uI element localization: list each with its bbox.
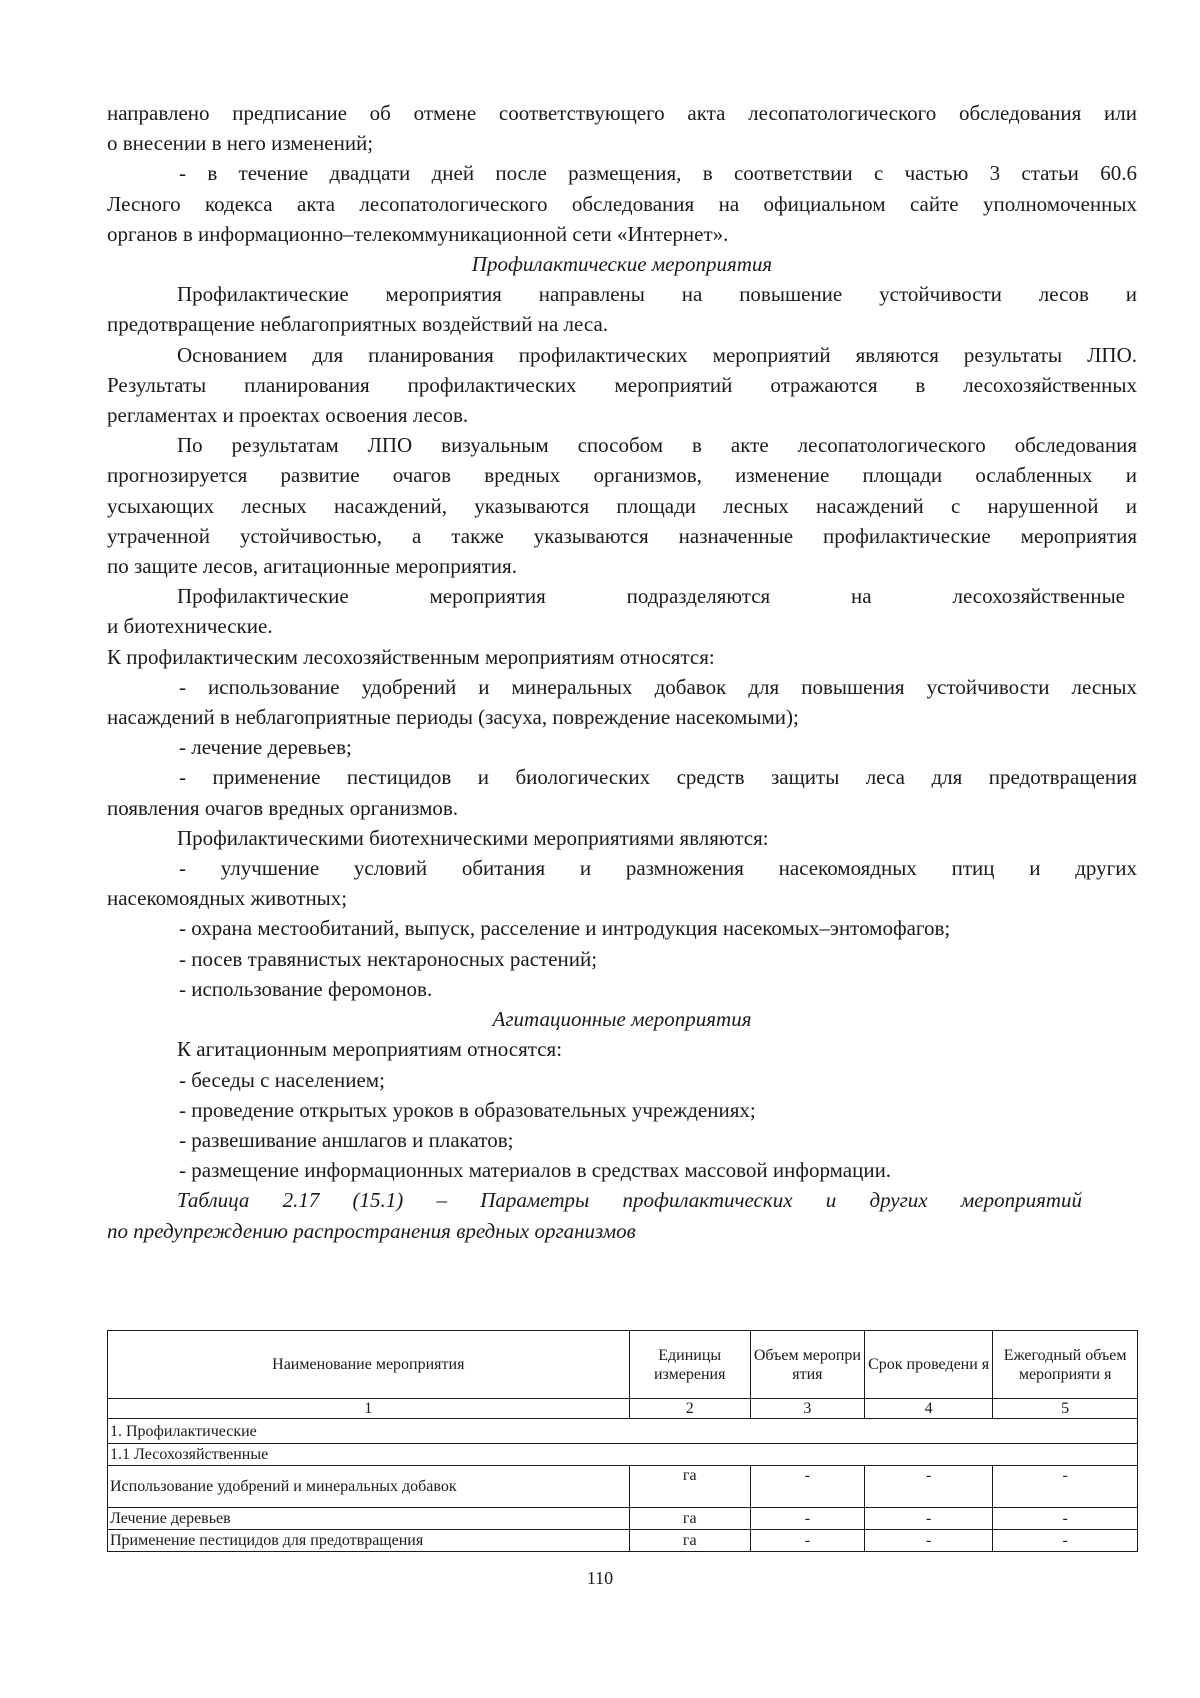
list-item: - беседы с населением; [179, 1067, 385, 1092]
table-header: Ежегодный объем мероприяти я [993, 1331, 1138, 1399]
text-line: утраченной устойчивостью, а также указываются назначенные профилактические мероприятия [107, 523, 1137, 548]
list-item: - посев травянистых нектароносных растений; [179, 946, 598, 971]
text-line: насекомоядных животных; [107, 886, 348, 911]
table-header: Объем меропри ятия [750, 1331, 864, 1399]
text-line: Лесного кодекса акта лесопатологического обследования на официальном сайте уполномоченных [107, 191, 1137, 216]
table-cell: Применение пестицидов для предотвращения [108, 1530, 630, 1552]
list-item: - лечение деревьев; [179, 735, 352, 760]
table-cell: - [864, 1466, 992, 1508]
paragraph-start: Основанием для планирования профилактических мероприятий являются результаты ЛПО. [177, 342, 1137, 367]
text-line: направлено предписание об отмене соответствующего акта лесопатологического обследования или [107, 101, 1137, 125]
list-item: - проведение открытых уроков в образовательных учреждениях; [179, 1097, 756, 1122]
text-line: и биотехнические. [107, 614, 273, 639]
list-item: - развешивание аншлагов и плакатов; [179, 1127, 514, 1152]
list-item: - использование удобрений и минеральных добавок для повышения устойчивости лесных [179, 674, 1137, 699]
text-line: предотвращение неблагоприятных воздействий на леса. [107, 312, 609, 337]
paragraph-start: Профилактическими биотехническими мероприятиями являются: [177, 825, 769, 850]
table-header-row [108, 1331, 1138, 1399]
table-section-row [108, 1419, 1138, 1444]
table-cell: - [864, 1530, 992, 1552]
table-cell: га [629, 1508, 750, 1530]
table-row [108, 1530, 1138, 1552]
table-caption: по предупреждению распространения вредных организмов [107, 1218, 636, 1243]
table-cell: - [993, 1508, 1138, 1530]
section-heading: Профилактические мероприятия [471, 252, 773, 277]
table-cell: 5 [993, 1399, 1138, 1419]
table-cell: - [993, 1530, 1138, 1552]
table-cell: Лечение деревьев [108, 1508, 630, 1530]
table-header: Единицы измерения [629, 1331, 750, 1399]
text-line: по защите лесов, агитационные мероприятия. [107, 554, 517, 579]
list-item: - применение пестицидов и биологических средств защиты леса для предотвращения [179, 765, 1137, 790]
section-heading: Агитационные мероприятия [492, 1007, 752, 1032]
table-cell: га [629, 1530, 750, 1552]
table-header: Срок проведени я [864, 1331, 992, 1399]
text-line: прогнозируется развитие очагов вредных организмов, изменение площади ослабленных и [107, 463, 1137, 488]
text-line: появления очагов вредных организмов. [107, 795, 459, 820]
table-cell: 4 [864, 1399, 992, 1419]
table-cell: га [629, 1466, 750, 1508]
page-number: 110 [586, 1568, 614, 1588]
list-item: - размещение информационных материалов в средствах массовой информации. [179, 1158, 892, 1183]
table-cell: - [864, 1508, 992, 1530]
paragraph-start: Профилактические мероприятия направлены на повышение устойчивости лесов и [177, 282, 1137, 307]
table-row [108, 1508, 1138, 1530]
list-item: - улучшение условий обитания и размножения насекомоядных птиц и других [179, 856, 1137, 881]
paragraph-start: К агитационным мероприятиям относятся: [177, 1037, 563, 1062]
table-cell: 2 [629, 1399, 750, 1419]
text-line: К профилактическим лесохозяйственным мероприятиям относятся: [107, 644, 715, 669]
text-line: о внесении в него изменений; [107, 131, 374, 156]
text-line: Результаты планирования профилактических мероприятий отражаются в лесохозяйственных [107, 372, 1137, 397]
table-row [108, 1466, 1138, 1508]
table-cell: 1. Профилактические [108, 1419, 1138, 1444]
text-line: усыхающих лесных насаждений, указываются площади лесных насаждений с нарушенной и [107, 493, 1137, 518]
list-item: - использование феромонов. [179, 976, 433, 1001]
table-cell: 1.1 Лесохозяйственные [108, 1444, 1138, 1466]
table-cell: - [750, 1466, 864, 1508]
table-caption: Таблица 2.17 (15.1) – Параметры профилактических и других мероприятий [177, 1188, 1082, 1213]
table-cell: Использование удобрений и минеральных добавок [108, 1466, 630, 1508]
table-cell: - [750, 1530, 864, 1552]
table-number-row [108, 1399, 1138, 1419]
list-item: - охрана местообитаний, выпуск, расселение и интродукция насекомых–энтомофагов; [179, 916, 951, 941]
table-header: Наименование мероприятия [108, 1331, 630, 1399]
document-body [107, 98, 1137, 1246]
paragraph-start: Профилактические мероприятия подразделяются на лесохозяйственные [177, 584, 1125, 609]
table-cell: - [750, 1508, 864, 1530]
list-item: - в течение двадцати дней после размещения, в соответствии с частью 3 статьи 60.6 [179, 161, 1137, 186]
table-cell: - [993, 1466, 1138, 1508]
measures-table [107, 1330, 1138, 1552]
text-line: регламентах и проектах освоения лесов. [107, 403, 469, 428]
text-line: органов в информационно–телекоммуникационной сети «Интернет». [107, 221, 729, 246]
table-cell: 3 [750, 1399, 864, 1419]
text-line: насаждений в неблагоприятные периоды (засуха, повреждение насекомыми); [107, 705, 799, 730]
table-cell: 1 [108, 1399, 630, 1419]
paragraph-start: По результатам ЛПО визуальным способом в акте лесопатологического обследования [177, 433, 1137, 458]
table-section-row [108, 1444, 1138, 1466]
